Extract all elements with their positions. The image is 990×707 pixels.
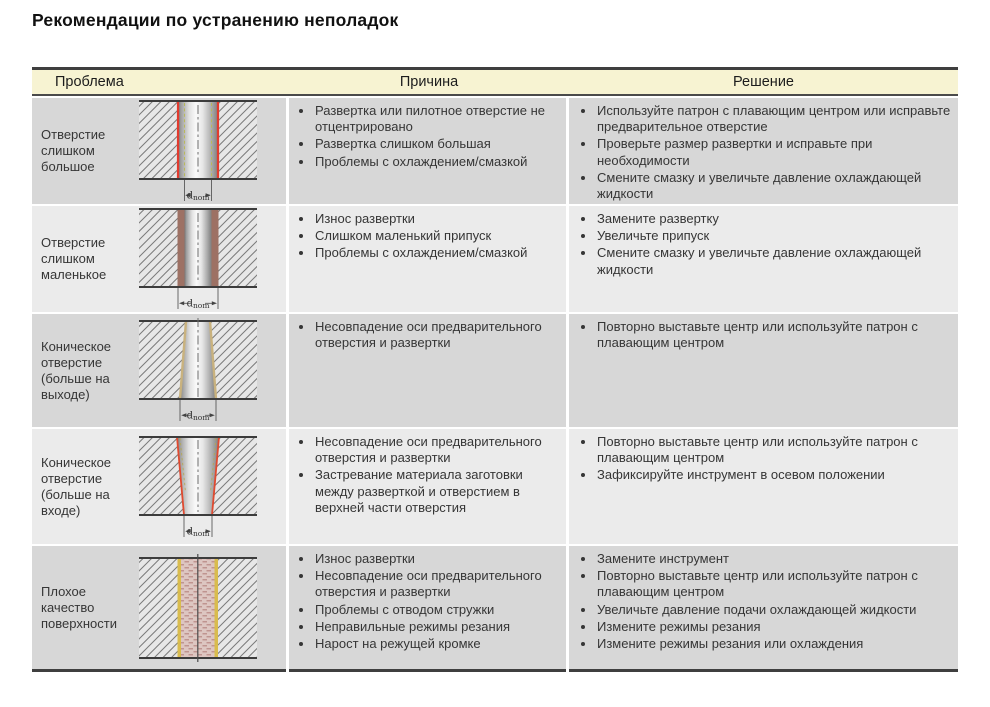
problem-cell bbox=[32, 206, 286, 312]
cause-item: • Проблемы с охлаждением/смазкой bbox=[314, 245, 562, 261]
cause-item: • Износ развертки bbox=[314, 211, 562, 227]
solution-item: • Повторно выставьте центр или используйте патрон с плавающим центром bbox=[596, 434, 954, 466]
cause-item: • Проблемы с отводом стружки bbox=[314, 602, 562, 618]
cause-item: • Застревание материала заготовки между разверткой и отверстием в верхней части отверстия bbox=[314, 467, 562, 516]
cause-cell bbox=[289, 98, 566, 204]
table-row bbox=[32, 314, 958, 427]
tapered-hole-exit-drawing bbox=[139, 318, 257, 424]
cause-item: • Развертка или пилотное отверстие не отцентрировано bbox=[314, 103, 562, 135]
cause-item: • Нарост на режущей кромке bbox=[314, 636, 562, 652]
problem-cell bbox=[32, 98, 286, 204]
table-row bbox=[32, 546, 958, 672]
cause-cell bbox=[289, 314, 566, 427]
cause-item: • Слишком маленький припуск bbox=[314, 228, 562, 244]
solution-item: • Замените инструмент bbox=[596, 551, 954, 567]
hole-undersized-drawing bbox=[139, 206, 257, 312]
page bbox=[0, 10, 990, 672]
table-row bbox=[32, 206, 958, 312]
solution-item: • Проверьте размер развертки и исправьте при необходимости bbox=[596, 136, 954, 168]
diagram-tapered-hole-entry bbox=[136, 434, 260, 540]
solution-cell bbox=[569, 314, 958, 427]
table-row bbox=[32, 429, 958, 544]
dimension-label: dnom bbox=[186, 410, 210, 422]
diagram-hole-undersized bbox=[136, 206, 260, 312]
cause-cell bbox=[289, 206, 566, 312]
problem-label: Плохое качество поверхности bbox=[41, 583, 117, 631]
solution-item: • Смените смазку и увеличьте давление охлаждающей жидкости bbox=[596, 245, 954, 277]
cause-cell bbox=[289, 546, 566, 672]
header-cause: Причина bbox=[399, 74, 459, 90]
solution-item: • Зафиксируйте инструмент в осевом положении bbox=[596, 467, 954, 483]
solution-item: • Повторно выставьте центр или используйте патрон с плавающим центром bbox=[596, 568, 954, 600]
problem-label: Отверстие слишком большое bbox=[41, 127, 106, 174]
header-solution: Решение bbox=[733, 74, 794, 90]
troubleshooting-table bbox=[32, 67, 958, 672]
problem-label: Отверстие слишком маленькое bbox=[41, 235, 107, 282]
diagram-hole-oversized bbox=[136, 98, 260, 204]
cause-item: • Несовпадение оси предварительного отверстия и развертки bbox=[314, 434, 562, 466]
problem-label: Коническое отверстие (больше на выходе) bbox=[41, 338, 112, 402]
solution-cell bbox=[569, 429, 958, 544]
table-header bbox=[32, 67, 958, 96]
solution-item: • Измените режимы резания или охлаждения bbox=[596, 636, 954, 652]
cause-item: • Неправильные режимы резания bbox=[314, 619, 562, 635]
problem-label: Коническое отверстие (больше на входе) bbox=[41, 454, 112, 518]
dimension-label: dnom bbox=[186, 190, 210, 203]
hole-oversized-drawing bbox=[139, 98, 257, 204]
solution-cell bbox=[569, 98, 958, 204]
table-row bbox=[32, 98, 958, 204]
cause-item: • Износ развертки bbox=[314, 551, 562, 567]
tapered-hole-entry-drawing bbox=[139, 434, 257, 540]
solution-item: • Смените смазку и увеличьте давление охлаждающей жидкости bbox=[596, 170, 954, 202]
problem-cell bbox=[32, 314, 286, 427]
poor-surface-drawing bbox=[139, 554, 257, 662]
diagram-poor-surface bbox=[136, 554, 260, 662]
problem-cell bbox=[32, 429, 286, 544]
solution-item: • Измените режимы резания bbox=[596, 619, 954, 635]
header-problem: Проблема bbox=[55, 74, 124, 90]
solution-item: • Повторно выставьте центр или используйте патрон с плавающим центром bbox=[596, 319, 954, 351]
cause-item: • Развертка слишком большая bbox=[314, 136, 562, 152]
problem-cell bbox=[32, 546, 286, 672]
solution-item: • Используйте патрон с плавающим центром или исправьте предварительное отверстие bbox=[596, 103, 954, 135]
solution-cell bbox=[569, 546, 958, 672]
cause-cell bbox=[289, 429, 566, 544]
cause-item: • Проблемы с охлаждением/смазкой bbox=[314, 154, 562, 170]
page-title: Рекомендации по устранению неполадок bbox=[32, 10, 399, 30]
solution-item: • Замените развертку bbox=[596, 211, 954, 227]
cause-item: • Несовпадение оси предварительного отверстия и развертки bbox=[314, 568, 562, 600]
dimension-label: dnom bbox=[186, 526, 210, 538]
solution-item: • Увеличьте давление подачи охлаждающей жидкости bbox=[596, 602, 954, 618]
solution-cell bbox=[569, 206, 958, 312]
dimension-label: dnom bbox=[186, 298, 210, 311]
solution-item: • Увеличьте припуск bbox=[596, 228, 954, 244]
cause-item: • Несовпадение оси предварительного отверстия и развертки bbox=[314, 319, 562, 351]
diagram-tapered-hole-exit bbox=[136, 318, 260, 424]
